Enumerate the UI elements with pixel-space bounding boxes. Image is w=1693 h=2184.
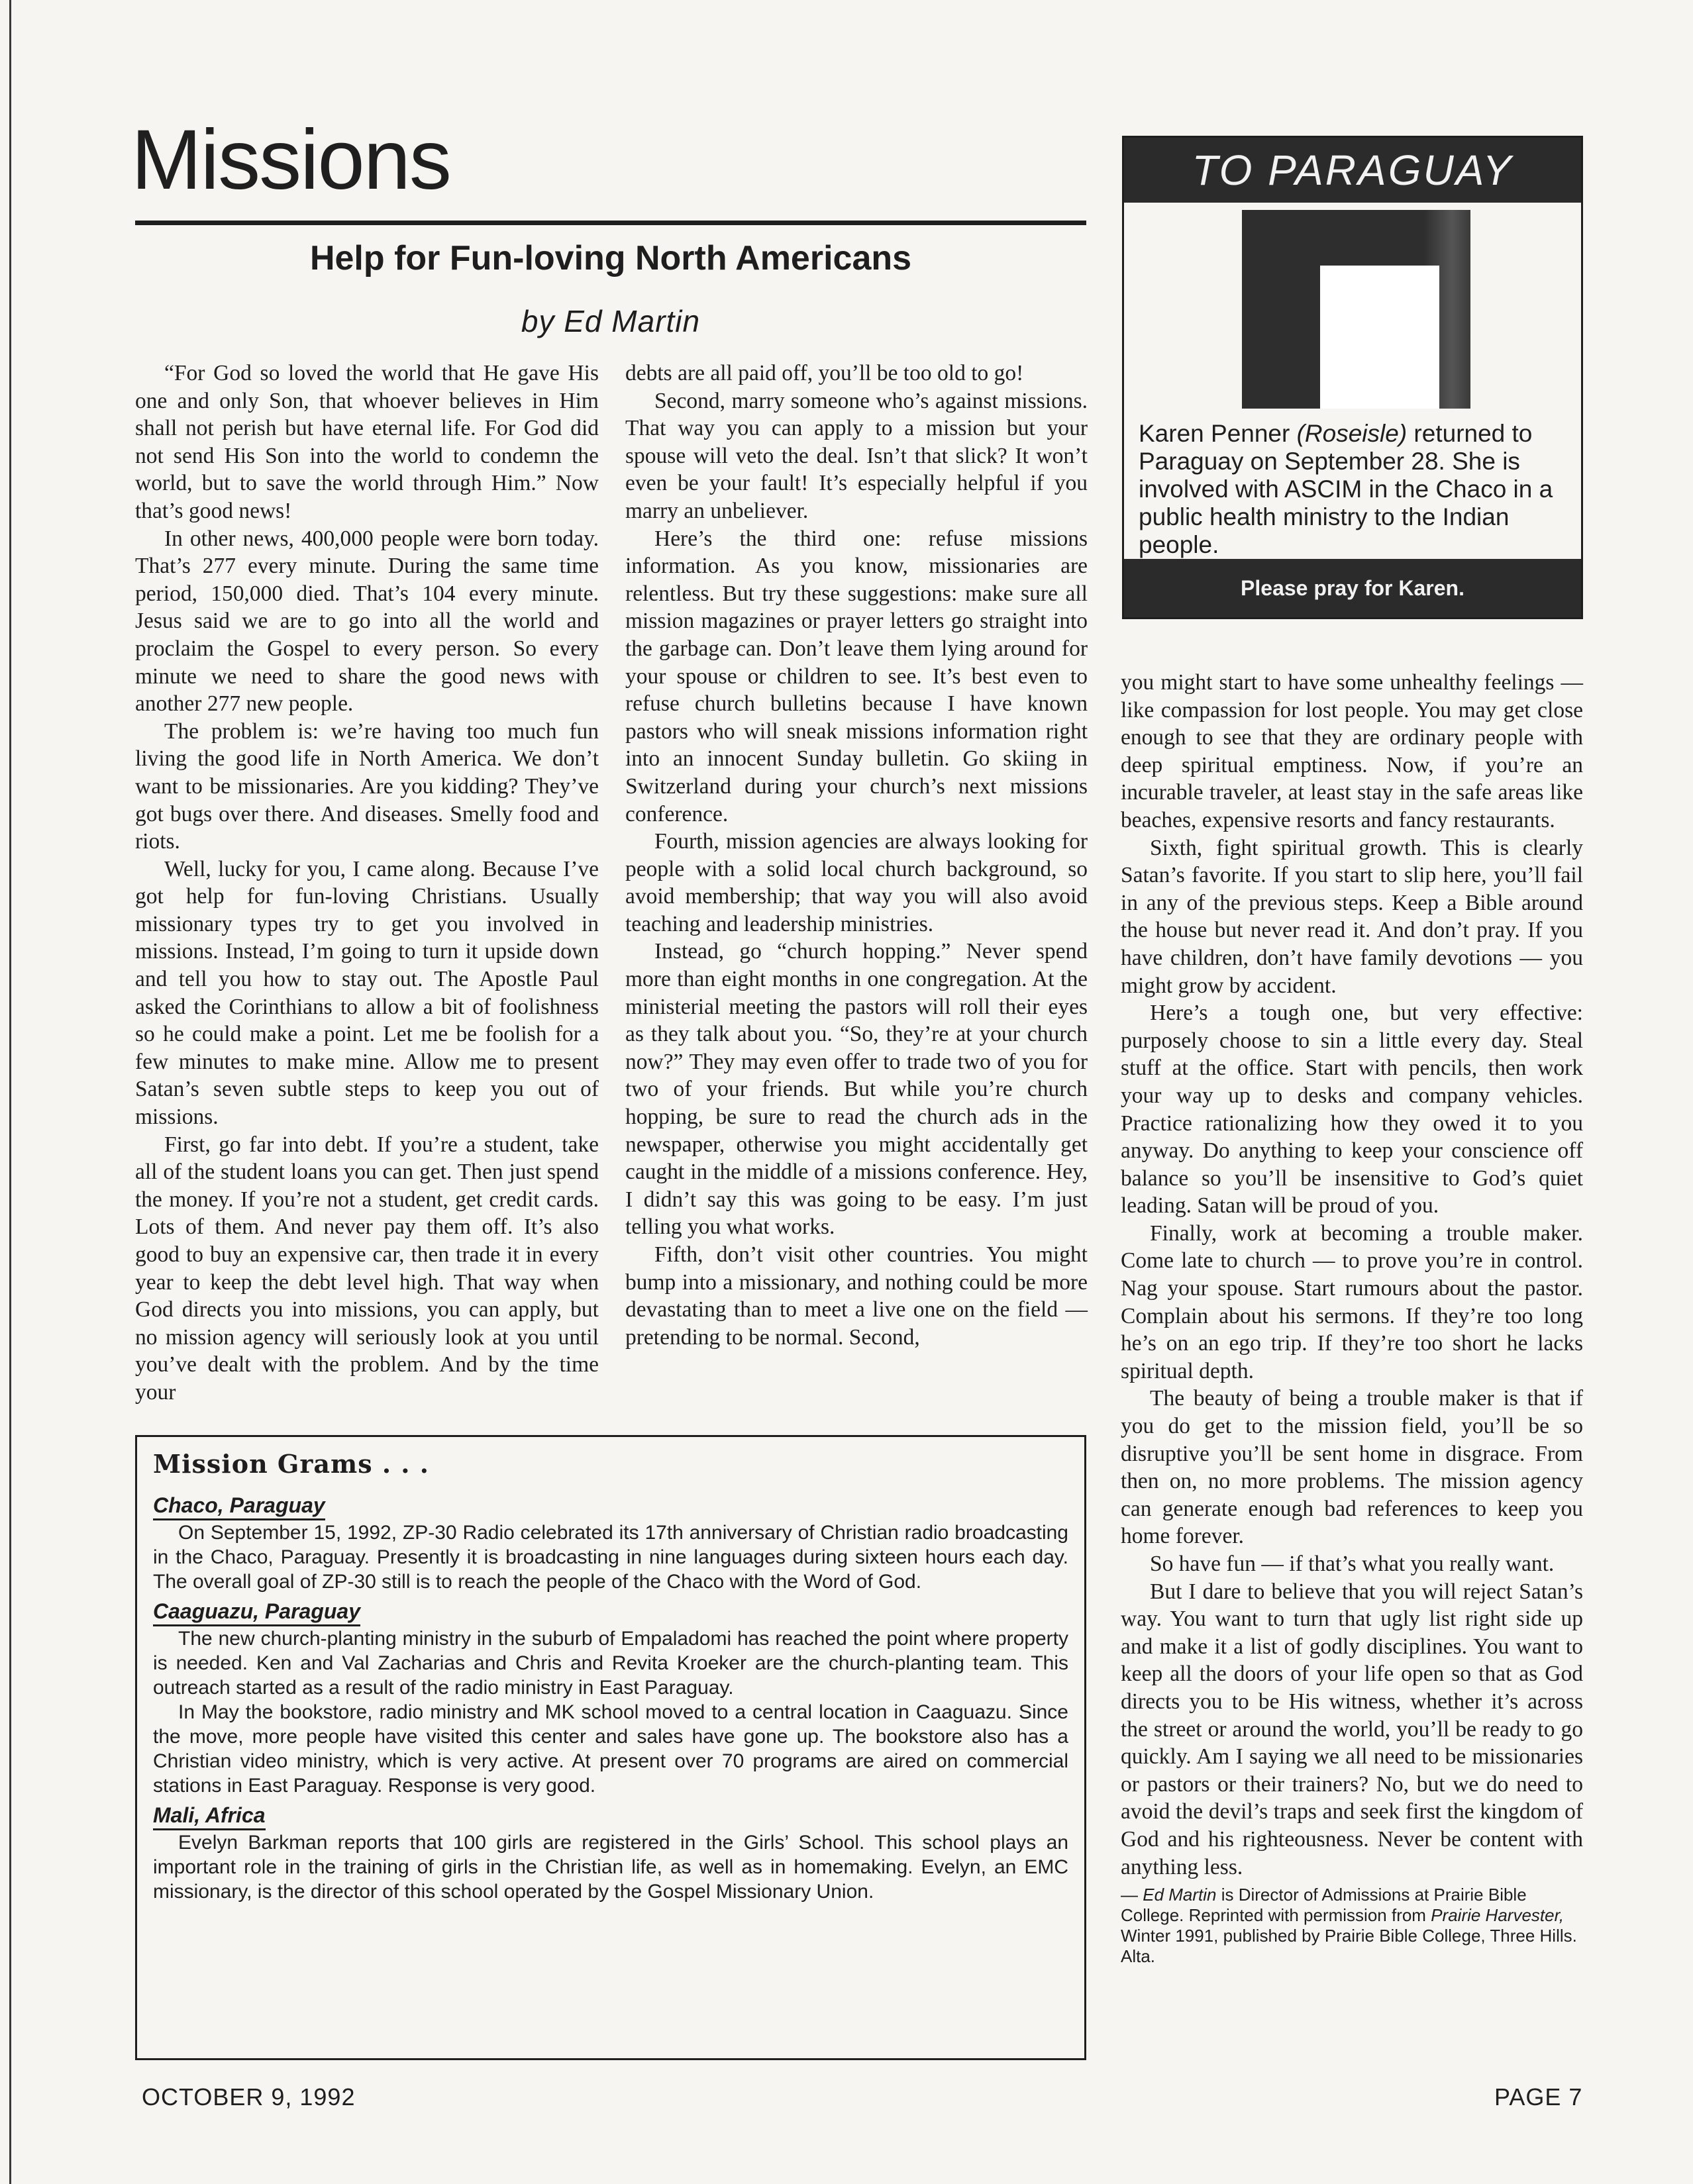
article-column-1 bbox=[135, 360, 599, 1407]
author-footnote: — Ed Martin is Director of Admissions at Prairie Bible College. Reprinted with permission from Prairie Harvester, Winter 1991, published by Prairie Bible College, Three Hills. Alta. bbox=[1121, 1885, 1577, 1967]
article-paragraph: First, go far into debt. If you’re a student, take all of the student loans you can get. Then just spend the money. If you’re not a student, get credit cards. Lots of them. And never pay them off. It’s also good to buy an expensive car, then trade it in every year to keep the debt level high. That way when God directs you into missions, you can apply, but no mission agency will seriously look at you until you’ve dealt with the problem. And by the time your bbox=[135, 1132, 599, 1405]
article-paragraph: “For God so loved the world that He gave His one and only Son, that whoever believes in Him shall not perish but have eternal life. For God did not send His Son into the world to condemn the world, but to save the world through Him.” Now that’s good news! bbox=[135, 361, 599, 523]
portrait-photo bbox=[1242, 210, 1470, 409]
article-column-2 bbox=[625, 360, 1088, 1351]
mission-grams-box bbox=[135, 1435, 1086, 2060]
footer-date: OCTOBER 9, 1992 bbox=[142, 2083, 356, 2110]
mission-grams-title: Mission Grams . . . bbox=[153, 1449, 429, 1479]
article-paragraph: Here’s the third one: refuse missions information. As you know, missionaries are relentless. But try these suggestions: make sure all mission magazines or prayer letters go straight into the garbage can. Don’t leave them lying around for your spouse or children to see. It’s best even to refuse church bulletins because I have known pastors who will sneak missions information right into an innocent Sunday bulletin. Go skiing in Switzerland during your church’s next missions conference. bbox=[625, 526, 1088, 826]
byline: by Ed Martin bbox=[521, 304, 701, 338]
paraguay-sidebar bbox=[1122, 136, 1583, 619]
footnote-publication: Prairie Harvester, bbox=[1431, 1905, 1565, 1926]
sidebar-prayer-banner: Please pray for Karen. bbox=[1124, 559, 1581, 617]
article-paragraph: Well, lucky for you, I came along. Because I’ve got help for fun-loving Christians. Usually missionary types try to get you involved in missions. Instead, I’m going to turn it upside down and tell you how to stay out. The Apostle Paul asked the Corinthians to allow a bit of foolishness so he could make a point. Let me be foolish for a few minutes to make mine. Allow me to present Satan’s seven subtle steps to keep you out of missions. bbox=[135, 856, 599, 1130]
gram-body: Evelyn Barkman reports that 100 girls are registered in the Girls’ School. This school plays an important role in the training of girls in the Christian life, as well as in homemaking. Evelyn, an EMC missionary, is the director of this school operated by the Gospel Missionary Union. bbox=[153, 1832, 1068, 1903]
sidebar-text: Karen Penner (Roseisle) returned to Paraguay on September 28. She is involved with ASCIM in the Chaco in a public health ministry to the Indian people. bbox=[1139, 420, 1553, 558]
gram-location: Mali, Africa bbox=[153, 1803, 266, 1830]
article-paragraph: Here’s a tough one, but very effective: purposely choose to sin a little every day. Steal stuff at the office. Start with pencils, then work your way up to desks and company vehicles. Practice rationalizing how they owed it to you anyway. Do anything to keep your conscience off balance so you’ll be insensitive to God’s quiet leading. Satan will be proud of you. bbox=[1121, 1001, 1583, 1218]
article-paragraph: In other news, 400,000 people were born today. That’s 277 every minute. During the same time period, 150,000 died. That’s 104 every minute. Jesus said we are to go into all the world and proclaim the Gospel to every person. So every minute we need to share the good news with another 277 new people. bbox=[135, 526, 599, 717]
article-paragraph: you might start to have some unhealthy feelings — like compassion for lost people. You may get close enough to see that they are ordinary people with deep spiritual emptiness. Now, if you’re an incurable traveler, at least stay in the safe areas like beaches, expensive resorts and fancy restaurants. bbox=[1121, 670, 1583, 832]
article-paragraph: Finally, work at becoming a trouble maker. Come late to church — to prove you’re in control. Nag your spouse. Start rumours about the pastor. Complain about his sermons. If they’re too long he’s on an ego trip. If they’re too short he lacks spiritual depth. bbox=[1121, 1220, 1583, 1383]
article-paragraph: Sixth, fight spiritual growth. This is clearly Satan’s favorite. If you start to slip here, you’ll fail in any of the previous steps. Keep a Bible around the house but never read it. And don’t pray. If you have children, don’t have family devotions — you might grow by accident. bbox=[1121, 835, 1583, 998]
article-paragraph: Fifth, don’t visit other countries. You might bump into a missionary, and nothing could be more devastating than to meet a live one on the field — pretending to be normal. Second, bbox=[625, 1242, 1088, 1350]
footnote-author: Ed Martin bbox=[1143, 1885, 1217, 1905]
section-title: Missions bbox=[131, 113, 450, 207]
article-paragraph: debts are all paid off, you’ll be too old to go! bbox=[625, 361, 1024, 385]
gram-body: On September 15, 1992, ZP-30 Radio celebrated its 17th anniversary of Christian radio broadcasting in the Chaco, Paraguay. Presently it is broadcasting in nine languages during sixteen hours each day. The overall goal of ZP-30 still is to reach the people of the Chaco with the Word of God. bbox=[153, 1522, 1068, 1593]
article-paragraph: So have fun — if that’s what you really want. bbox=[1150, 1552, 1555, 1576]
photo-redaction bbox=[1320, 266, 1439, 409]
page-edge-line bbox=[9, 0, 11, 2184]
title-rule bbox=[135, 221, 1086, 225]
article-paragraph: The problem is: we’re having too much fun living the good life in North America. We don’t want to be missionaries. Are you kidding? They’ve got bugs over there. And diseases. Smelly food and riots. bbox=[135, 719, 599, 854]
article-column-3 bbox=[1121, 669, 1583, 1967]
article-paragraph: Fourth, mission agencies are always looking for people with a solid local church background, so avoid membership; that way you will also avoid teaching and leadership ministries. bbox=[625, 829, 1088, 936]
gram-body: The new church-planting ministry in the suburb of Empaladomi has reached the point where property is needed. Ken and Val Zacharias and Chris and Revita Kroeker are the church-planting team. This outreach started as a result of the radio ministry in East Paraguay. In May the bookstore, radio ministry and MK school moved to a central location in Caaguazu. Since the move, more people have visited this center and sales have gone up. The bookstore also has a Christian video ministry, which is very active. At present over 70 programs are aired on commercial stations in East Paraguay. Response is very good. bbox=[153, 1628, 1068, 1797]
footer-page-number: PAGE 7 bbox=[1494, 2083, 1583, 2110]
article-paragraph: Second, marry someone who’s against missions. That way you can apply to a mission but your spouse will veto the deal. Isn’t that slick? It won’t even be your fault! It’s especially helpful if you marry an unbeliever. bbox=[625, 388, 1088, 523]
article-paragraph: But I dare to believe that you will reject Satan’s way. You want to turn that ugly list right side up and make it a list of godly disciplines. You want to keep all the doors of your life open so that as God directs you to be His witness, whether it’s across the street or around the world, you’ll be ready to go quickly. Am I saying we all need to be missionaries or pastors or their trainers? No, but we do need to avoid the devil’s traps and seek first the kingdom of God and his righteousness. Never be content with anything less. bbox=[1121, 1579, 1583, 1879]
gram-location: Chaco, Paraguay bbox=[153, 1493, 325, 1520]
article-headline: Help for Fun-loving North Americans bbox=[309, 239, 912, 277]
sidebar-header: TO PARAGUAY bbox=[1124, 138, 1581, 203]
article-paragraph: The beauty of being a trouble maker is that if you do get to the mission field, you’ll be so disruptive you’ll be sent home in disgrace. From then on, no more problems. The mission agency can generate enough bad references to keep you home forever. bbox=[1121, 1386, 1583, 1549]
gram-location: Caaguazu, Paraguay bbox=[153, 1599, 360, 1626]
article-paragraph: Instead, go “church hopping.” Never spend more than eight months in one congregation. At the ministerial meeting the pastors will roll their eyes as they talk about you. “So, they’re at your church now?” They may even offer to trade two of you for two of your friends. But while you’re church hopping, be sure to read the church ads in the newspaper, otherwise you might accidentally get caught in the middle of a missions conference. Hey, I didn’t say this was going to be easy. I’m just telling you what works. bbox=[625, 939, 1088, 1240]
